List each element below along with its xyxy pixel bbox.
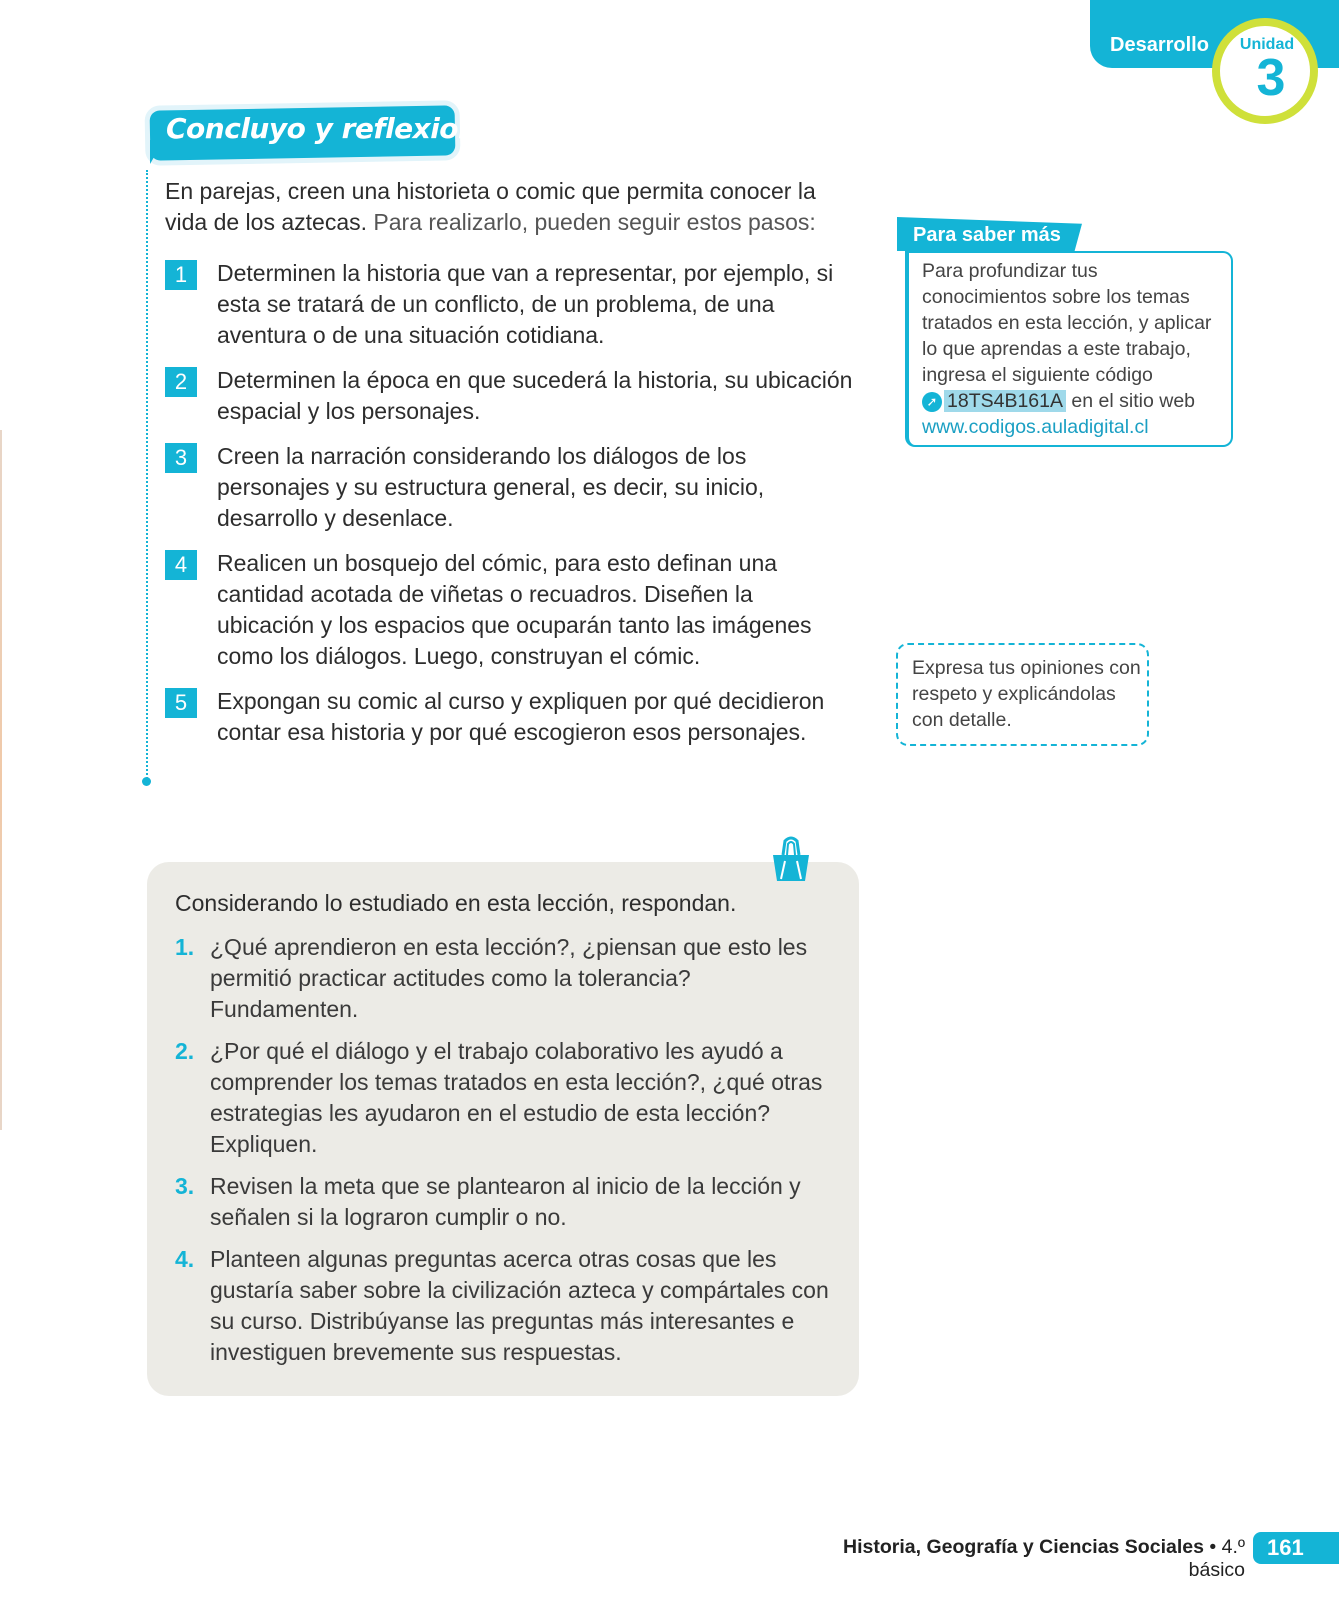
steps-list	[165, 258, 855, 762]
arrow-icon: ➚	[922, 392, 942, 412]
step-number: 5	[165, 688, 197, 718]
question-number: 2.	[175, 1038, 195, 1064]
step-number: 3	[165, 443, 197, 473]
list-item	[175, 1036, 845, 1160]
page-edge-decoration	[0, 430, 2, 1130]
list-item	[165, 365, 855, 427]
footer-text	[790, 1536, 1245, 1582]
binder-clip-icon	[771, 835, 811, 883]
tip-text: Expresa tus opiniones con respeto y explicándolas con detalle.	[912, 657, 1141, 731]
question-number: 3.	[175, 1173, 195, 1199]
activity-intro	[165, 176, 845, 238]
footer-bullet: •	[1203, 1536, 1222, 1558]
question-text: Revisen la meta que se plantearon al inicio de la lección y señalen si la lograron cumplir o no.	[210, 1173, 801, 1230]
step-text: Determinen la historia que van a representar, por ejemplo, si esta se tratará de un conflicto, de un problema, de una aventura o de una situación cotidiana.	[217, 260, 834, 348]
reflection-questions	[175, 932, 845, 1379]
list-item	[165, 686, 855, 748]
access-code: 18TS4B161A	[944, 390, 1066, 412]
footer-subject: Historia, Geografía y Ciencias Sociales	[843, 1536, 1204, 1558]
step-number: 1	[165, 260, 197, 290]
list-item	[175, 1244, 845, 1368]
unit-word: Unidad	[1239, 36, 1295, 53]
reflection-intro: Considerando lo estudiado en esta lección, respondan.	[175, 890, 737, 916]
list-item	[175, 1171, 845, 1233]
saber-mas-text: Para profundizar tus conocimientos sobre los temas tratados en esta lección, y aplicar lo que aprendas a este trabajo, ingresa el siguiente código	[922, 260, 1212, 386]
intro-soft: Para realizarlo, pueden seguir estos pasos:	[367, 209, 816, 235]
dotted-guide-end	[142, 777, 151, 786]
saber-mas-content	[922, 258, 1222, 440]
step-number: 4	[165, 550, 197, 580]
website-link[interactable]: www.codigos.auladigital.cl	[922, 416, 1149, 438]
step-number: 2	[165, 367, 197, 397]
question-number: 4.	[175, 1246, 195, 1272]
section-label: Desarrollo	[1110, 34, 1209, 56]
saber-mas-title: Para saber más	[913, 224, 1061, 246]
intro-main: En parejas, creen una historieta o comic que permita conocer la vida de los aztecas.	[165, 178, 816, 235]
dotted-guide-line	[146, 170, 148, 782]
list-item	[165, 258, 855, 351]
title-banner-tail	[150, 140, 164, 164]
after-code-text: en el sitio web	[1066, 390, 1196, 412]
list-item	[165, 548, 855, 672]
step-text: Realicen un bosquejo del cómic, para esto definan una cantidad acotada de viñetas o recuadros. Diseñen la ubicación y los espacios que ocuparán tanto las imágenes como los diálogos. Luego, construyan el cómic.	[217, 550, 812, 669]
question-number: 1.	[175, 934, 195, 960]
list-item	[165, 441, 855, 534]
unit-number: 3	[1256, 49, 1286, 107]
step-text: Expongan su comic al curso y expliquen por qué decidieron contar esa historia y por qué escogieron esos personajes.	[217, 688, 825, 745]
step-text: Creen la narración considerando los diálogos de los personajes y su estructura general, es decir, su inicio, desarrollo y desenlace.	[217, 443, 765, 531]
question-text: ¿Por qué el diálogo y el trabajo colaborativo les ayudó a comprender los temas tratados en esta lección?, ¿qué otras estrategias les ayudaron en el estudio de esta lección? Expliquen.	[210, 1038, 823, 1157]
section-title: Concluyo y reflexiono	[166, 112, 497, 145]
footer-grade: 4.º básico	[1188, 1536, 1245, 1581]
list-item	[175, 932, 845, 1025]
page-number: 161	[1253, 1532, 1339, 1564]
question-text: Planteen algunas preguntas acerca otras cosas que les gustaría saber sobre la civilización azteca y compártales con su curso. Distribúyanse las preguntas más interesantes e investiguen brevemente sus respuestas.	[210, 1246, 829, 1365]
step-text: Determinen la época en que sucederá la historia, su ubicación espacial y los personajes.	[217, 367, 853, 424]
question-text: ¿Qué aprendieron en esta lección?, ¿piensan que esto les permitió practicar actitudes como la tolerancia? Fundamenten.	[210, 934, 808, 1022]
